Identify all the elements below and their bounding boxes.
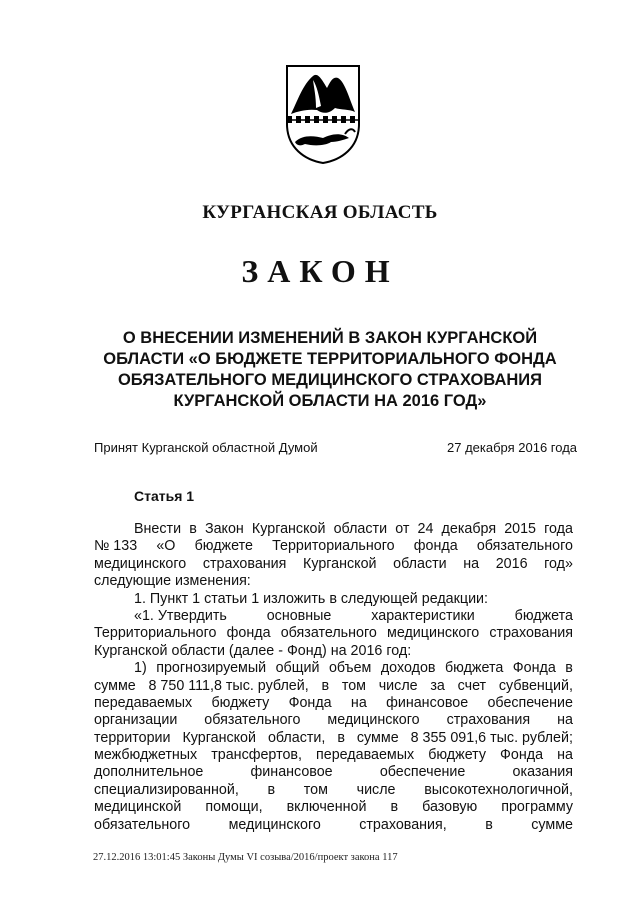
body-word: обязательного [476, 538, 573, 555]
body-word: обязательного [280, 625, 377, 642]
body-word: Закон [204, 521, 244, 537]
body-word: декабря [441, 521, 497, 537]
body-word: числе [378, 677, 418, 694]
body-line [94, 625, 573, 642]
body-line [94, 817, 573, 834]
body-word: 1) [134, 660, 147, 677]
body-word: высокотехнологичной, [424, 781, 573, 798]
body-word: трансфертов, [211, 747, 302, 764]
body-word: оказания [512, 764, 573, 781]
body-line [94, 573, 573, 590]
body-word: бюджету [428, 747, 487, 764]
body-word: обязательного [204, 712, 301, 729]
body-word: сумме [356, 729, 399, 746]
law-title [80, 328, 580, 412]
body-line [94, 521, 573, 538]
body-word: дополнительное [94, 764, 204, 781]
body-word: на [557, 712, 573, 729]
body-word: в [267, 781, 276, 798]
body-word: передаваемых [94, 694, 193, 711]
kurgan-coat-of-arms-icon [283, 62, 363, 164]
body-word: 8 355 091,6 тыс. рублей; [410, 729, 573, 746]
body-word: в [390, 799, 399, 816]
body-word: субвенций, [498, 677, 573, 694]
body-word: за [430, 677, 445, 694]
body-line [94, 712, 573, 729]
body-word: объем [328, 660, 372, 677]
body-line [94, 730, 573, 747]
body-word: передаваемых [316, 747, 415, 764]
body-word: следующие изменения: [94, 573, 251, 590]
body-word: на [463, 555, 480, 572]
body-word: фонда [413, 538, 458, 555]
body-word: межбюджетных [94, 747, 198, 764]
body-word: том [341, 677, 366, 694]
body-word: сумме [531, 816, 573, 833]
body-word: фонда [226, 625, 271, 642]
body-word: медицинской [94, 799, 182, 816]
body-word: в [337, 729, 345, 746]
body-word: основные [266, 607, 332, 624]
body-line [94, 678, 573, 695]
body-word: «1. Утвердить [134, 607, 227, 624]
body-word: медицинского [94, 555, 187, 572]
body-word: Фонда [500, 747, 544, 764]
body-word: базовую [422, 799, 478, 816]
body-word: обеспечение [379, 764, 466, 781]
document-type-heading: ЗАКОН [241, 253, 399, 289]
body-line [94, 782, 573, 799]
body-word: обязательного [94, 816, 191, 833]
body-word: числе [356, 781, 396, 798]
body-line [94, 747, 573, 764]
body-word: года [544, 521, 573, 537]
body-word: Курганской [251, 521, 326, 537]
body-word: страхования, [359, 816, 447, 833]
region-heading: КУРГАНСКАЯ ОБЛАСТЬ [202, 202, 438, 223]
body-word: медицинского [387, 625, 480, 642]
body-word: области [333, 521, 388, 537]
body-line [94, 643, 573, 660]
adoption-date: 27 декабря 2016 года [447, 440, 578, 455]
body-line [94, 608, 573, 625]
body-line [94, 591, 573, 608]
body-word: доходов [380, 660, 436, 677]
body-word: специализированной, [94, 781, 239, 798]
body-word: финансовое [386, 694, 469, 711]
body-word: Фонда [288, 694, 332, 711]
law-body-text [94, 521, 573, 834]
body-word: помощи, [205, 799, 263, 816]
body-word: бюджету [211, 694, 270, 711]
body-line [94, 660, 573, 677]
body-word: сумме [94, 677, 136, 694]
body-word: медицинского [228, 816, 321, 833]
adopted-by-text: Принят Курганской областной Думой [94, 440, 318, 455]
body-word: Внести [134, 521, 182, 537]
body-word: Курганской [303, 555, 377, 572]
file-footer: 27.12.2016 13:01:45 Законы Думы VI созыва/2016/проект закона 117 [93, 852, 398, 863]
body-word: бюджета [514, 607, 573, 624]
body-word: страхования [489, 625, 573, 642]
body-line [94, 556, 573, 573]
body-word: «О [156, 538, 176, 555]
body-word: том [303, 781, 328, 798]
body-word: программу [501, 799, 573, 816]
body-word: № 133 [94, 538, 138, 555]
body-word: обеспечение [487, 694, 573, 711]
body-word: в [189, 521, 197, 537]
body-word: прогнозируемый [156, 660, 267, 677]
body-word: год» [544, 555, 573, 572]
body-word: счет [457, 677, 487, 694]
body-word: бюджета [444, 660, 504, 677]
body-word: страхования [446, 712, 531, 729]
body-word: Курганской области (далее - Фонд) на 2016 год: [94, 642, 412, 659]
body-word: Курганской [182, 729, 256, 746]
body-word: страхования [202, 555, 287, 572]
body-word: медицинского [327, 712, 420, 729]
body-word: области [393, 555, 447, 572]
body-word: организации [94, 712, 178, 729]
body-word: на [350, 694, 367, 711]
body-word: в [321, 677, 330, 694]
body-word: Фонда [512, 660, 556, 677]
body-word: в [485, 816, 493, 833]
body-word: характеристики [371, 607, 475, 624]
body-word: 8 750 111,8 тыс. рублей, [148, 677, 309, 694]
body-word: 2015 [504, 521, 537, 537]
body-line [94, 764, 573, 781]
body-word: Территориального [94, 625, 217, 642]
law-title-line: О ВНЕСЕНИИ ИЗМЕНЕНИЙ В ЗАКОН КУРГАНСКОЙ [122, 329, 538, 347]
body-word: 24 [417, 521, 434, 537]
body-word: области, [267, 729, 326, 746]
body-word: на [557, 747, 573, 764]
body-line [94, 538, 573, 555]
body-word: общий [275, 660, 320, 677]
article-heading: Статья 1 [134, 488, 195, 504]
body-line [94, 799, 573, 816]
law-title-line: ОБЛАСТИ «О БЮДЖЕТЕ ТЕРРИТОРИАЛЬНОГО ФОНДА [103, 350, 557, 368]
law-title-line: ОБЯЗАТЕЛЬНОГО МЕДИЦИНСКОГО СТРАХОВАНИЯ [117, 371, 543, 389]
body-word: в [565, 660, 573, 677]
body-word: Территориального [272, 538, 395, 555]
body-word: включенной [286, 799, 367, 816]
body-word: территории [94, 729, 171, 746]
body-word: бюджете [194, 538, 253, 555]
body-word: 1. Пункт 1 статьи 1 изложить в следующей редакции: [134, 590, 489, 607]
body-word: 2016 [495, 555, 528, 572]
body-word: от [395, 521, 410, 537]
law-title-line: КУРГАНСКОЙ ОБЛАСТИ НА 2016 ГОД» [173, 392, 487, 410]
body-line [94, 695, 573, 712]
body-word: финансовое [250, 764, 333, 781]
